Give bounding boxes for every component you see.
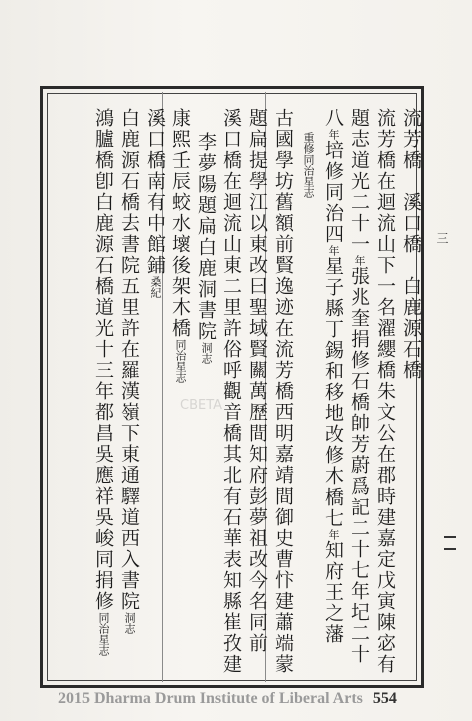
margin-mark: 三 — [435, 232, 449, 244]
text-column — [372, 108, 398, 675]
text-column — [295, 132, 321, 198]
margin-bracket-mark — [444, 536, 456, 550]
annotation-text: 年 — [327, 129, 340, 140]
text-column — [193, 132, 219, 364]
annotation-text: 同治星志 — [97, 612, 110, 656]
page-number: 554 — [372, 690, 397, 707]
footer-credit: 2015 Dharma Drum Institute of Liberal Arts — [58, 690, 363, 707]
text-column — [244, 108, 270, 654]
column-text: 流芳橋在迴流山下一名濯纓橋朱文公在郡時建嘉定戊寅陳宓有 — [374, 108, 396, 675]
text-column — [346, 108, 372, 665]
column-text: 溪口橋在迴流山東二里許俗呼觀音橋其北有石華表知縣崔孜建 — [220, 108, 242, 675]
column-text: 李夢陽題扁白鹿洞書院 — [195, 132, 217, 342]
annotation-text: 年 — [353, 255, 366, 266]
column-text: 古國學坊舊額前賢逸迹在流芳橋西明嘉靖間御史曹忭建蕭端蒙 — [272, 108, 294, 675]
column-text: 鴻臚橋卽白鹿源石橋道光十三年都昌吳應祥吳峻同捐修 — [92, 108, 114, 612]
text-column — [320, 108, 346, 645]
column-text: 題志道光二十一 — [348, 108, 370, 255]
text-column — [270, 108, 296, 675]
annotation-text: 桑紀 — [149, 276, 162, 298]
text-column — [218, 108, 244, 675]
annotation-text: 重修同治星志 — [302, 132, 315, 198]
column-text: 康熙壬辰蛟水壞後架木橋 — [169, 108, 191, 339]
text-column — [142, 108, 168, 298]
footer — [58, 690, 464, 708]
text-column — [167, 108, 193, 383]
column-text: 白鹿源石橋去書院五里許在羅漢嶺下東通驛道西入書院 — [118, 108, 140, 612]
column-text: 八 — [322, 108, 344, 129]
column-text: 張兆奎捐修石橋帥芳蔚爲記二十七年圮二十 — [348, 266, 370, 665]
column-text: 流芳橋 溪口橋 白鹿源石橋 — [400, 108, 422, 381]
text-column — [90, 108, 116, 656]
annotation-text: 年 — [327, 245, 340, 256]
annotation-text: 洞志 — [200, 342, 213, 364]
column-text: 星子縣丁錫和移地改修木橋七 — [322, 256, 344, 529]
annotation-text: 年 — [327, 529, 340, 540]
text-column — [116, 108, 142, 634]
text-column — [398, 108, 424, 381]
watermark: CBETA — [180, 398, 223, 413]
annotation-text: 洞志 — [123, 612, 136, 634]
column-text: 知府王之藩 — [322, 540, 344, 645]
column-text: 培修同治四 — [322, 140, 344, 245]
column-text: 題扁提學江以東改曰聖域賢關萬歷間知府彭夢祖改今名同前 — [246, 108, 268, 654]
annotation-text: 同治星志 — [174, 339, 187, 383]
column-text: 溪口橋南有中館鋪 — [144, 108, 166, 276]
